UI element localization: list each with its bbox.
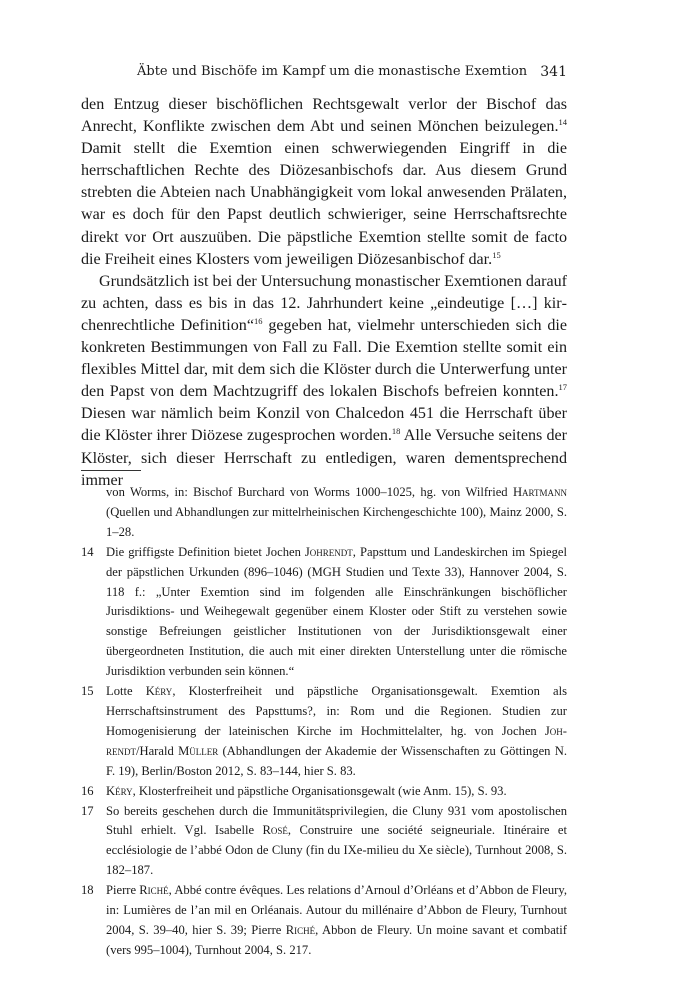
footnote-text: Kéry, Klosterfreiheit und päpstliche Organisationsgewalt (wie Anm. 15), S. 93. — [106, 783, 507, 798]
page-number: 341 — [540, 64, 567, 80]
footnote-text: von Worms, in: Bischof Burchard von Worms 1000–1025, hg. von Wilfried Hartmann (Quellen und Abhandlungen zur mittelrheinischen Kirchengeschichte 100), Mainz 2000, S. 1–28. — [106, 485, 567, 539]
footnote-ref-14[interactable]: 14 — [558, 117, 567, 128]
footnotes — [81, 483, 567, 961]
text-run: den Entzug dieser bischöflichen Rechtsgewalt verlor der Bischof das Anrecht, Konflikte zwischen dem Abt und seinen Mönchen beizulegen. — [81, 96, 567, 136]
footnote-continued — [81, 483, 567, 543]
footnote-15 — [81, 682, 567, 782]
footnote-14 — [81, 543, 567, 682]
footnote-number: 18 — [81, 883, 94, 898]
footnote-rule — [81, 470, 141, 471]
text-run: Alle Versuche seitens der Klöster, sich dieser Herrschaft zu entledigen, waren dementsprechend immer — [81, 427, 567, 489]
author-name: Rosé — [262, 823, 288, 838]
footnote-text: So bereits geschehen durch die Immunitätsprivilegien, die Cluny 931 vom apostolischen Stuhl erhielt. Vgl. Isabelle Rosé, Construire une société seigneuriale. Itinéraire et ecclésiologie de l’abbé Odon de Cluny (fin du IXe-milieu du Xe siècle), Turnhout 2008, S. 182–187. — [106, 803, 568, 878]
running-head — [81, 64, 567, 84]
author-name: Riché — [139, 883, 169, 898]
footnote-number: 16 — [81, 783, 94, 798]
text-run: Diesen war nämlich beim Konzil von Chalcedon 451 die Herrschaft über die Klöster ihrer Diözese zugesprochen worden. — [81, 405, 567, 445]
author-name: Johrendt — [304, 544, 353, 559]
author-name: Müller — [178, 743, 219, 758]
footnote-number: 17 — [81, 803, 94, 818]
footnote-ref-18[interactable]: 18 — [391, 426, 401, 437]
footnote-number — [81, 483, 106, 543]
footnote-ref-15[interactable]: 15 — [492, 249, 501, 260]
footnote-text: Lotte Kéry, Klosterfreiheit und päpstliche Organisationsgewalt. Exemtion als Herrschaftsinstrument des Papsttums?, in: Rom und die Regionen. Studien zur Homogenisierung der lateinischen Kirche im Hochmittelalter, hg. von Jochen Johrendt/Harald Müller (Abhandlungen der Akademie der Wissenschaften zu Göttingen N. F. 19), Berlin/Boston 2012, S. 83–144, hier S. 83. — [106, 684, 567, 778]
footnote-17 — [81, 802, 567, 882]
footnote-ref-17[interactable]: 17 — [558, 382, 567, 393]
footnote-ref-16[interactable]: 16 — [253, 315, 263, 326]
text-run: gegeben hat, vielmehr unterschieden sich die konkreten Bestimmungen von Fall zu Fall. Die Exemtion stellte somit ein flexibles Mittel dar, mit dem sich die Klöster durch die Unterwerfung unter den Papst von dem Machtzugriff des lokalen Bischofs befreien konnten. — [81, 316, 567, 401]
footnote-text: Pierre Riché, Abbé contre évêques. Les relations d’Arnoul d’Orléans et d’Abbon de Fleury, in: Lumières de l’an mil en Orléanais. Autour du millénaire d’Abbon de Fleury, Turnhout 2004, S. 39–40, hier S. 39; Pierre Riché, Abbon de Fleury. Un moine savant et combatif (vers 995–1004), Turnhout 2004, S. 217. — [106, 883, 568, 957]
author-name: Riché — [285, 922, 316, 937]
text-run: Grundsätzlich ist bei der Untersuchung monastischer Exemtionen darauf zu achten, dass es bis in das 12. Jahrhundert keine „eindeutige […] kirchenrechtliche Definition“ — [81, 272, 567, 334]
running-title: Äbte und Bischöfe im Kampf um die monastische Exemtion — [137, 64, 528, 79]
author-name: Kéry — [106, 783, 133, 798]
author-name: Hartmann — [512, 485, 567, 499]
paragraph-1 — [81, 94, 567, 271]
text-run: Damit stellt die Exemtion einen schwerwiegenden Eingriff in die herrschaftlichen Rechte des Diözesanbischofs dar. Aus diesem Grund strebten die Abteien nach Unabhängigkeit vom lokal anwesenden Prälaten, war es doch für den Papst deutlich schwieriger, seine Herrschaftsrechte direkt vor Ort auszuüben. Die päpstliche Exemtion stellte somit de facto die Freiheit eines Klosters vom jeweiligen Diözesanbischof dar. — [81, 140, 567, 268]
paragraph-2 — [81, 271, 567, 492]
footnote-number: 15 — [81, 684, 94, 699]
footnote-number: 14 — [81, 544, 94, 559]
footnote-16 — [81, 782, 567, 802]
body-text — [81, 94, 567, 492]
footnote-text: Die griffigste Definition bietet Jochen Johrendt, Papsttum und Landeskirchen im Spiegel der päpstlichen Urkunden (896–1046) (MGH Studien und Texte 33), Hannover 2004, S. 118 f.: „Unter Exemtion sind im folgenden alle Einschränkungen bischöflicher Jurisdiktions- und Weihegewalt gegenüber einem Kloster oder Stift zu verstehen sowie sonstige Befreiungen geistlicher Institutionen von der Jurisdiktionsgewalt einer übergeordneten Institution, die auch mit einer direkten Unterstellung unter die römische Jurisdiktion verbunden sein können.“ — [106, 544, 567, 679]
author-name: Johrendt — [106, 723, 567, 758]
footnote-18 — [81, 881, 567, 961]
author-name: Kéry — [145, 684, 173, 699]
